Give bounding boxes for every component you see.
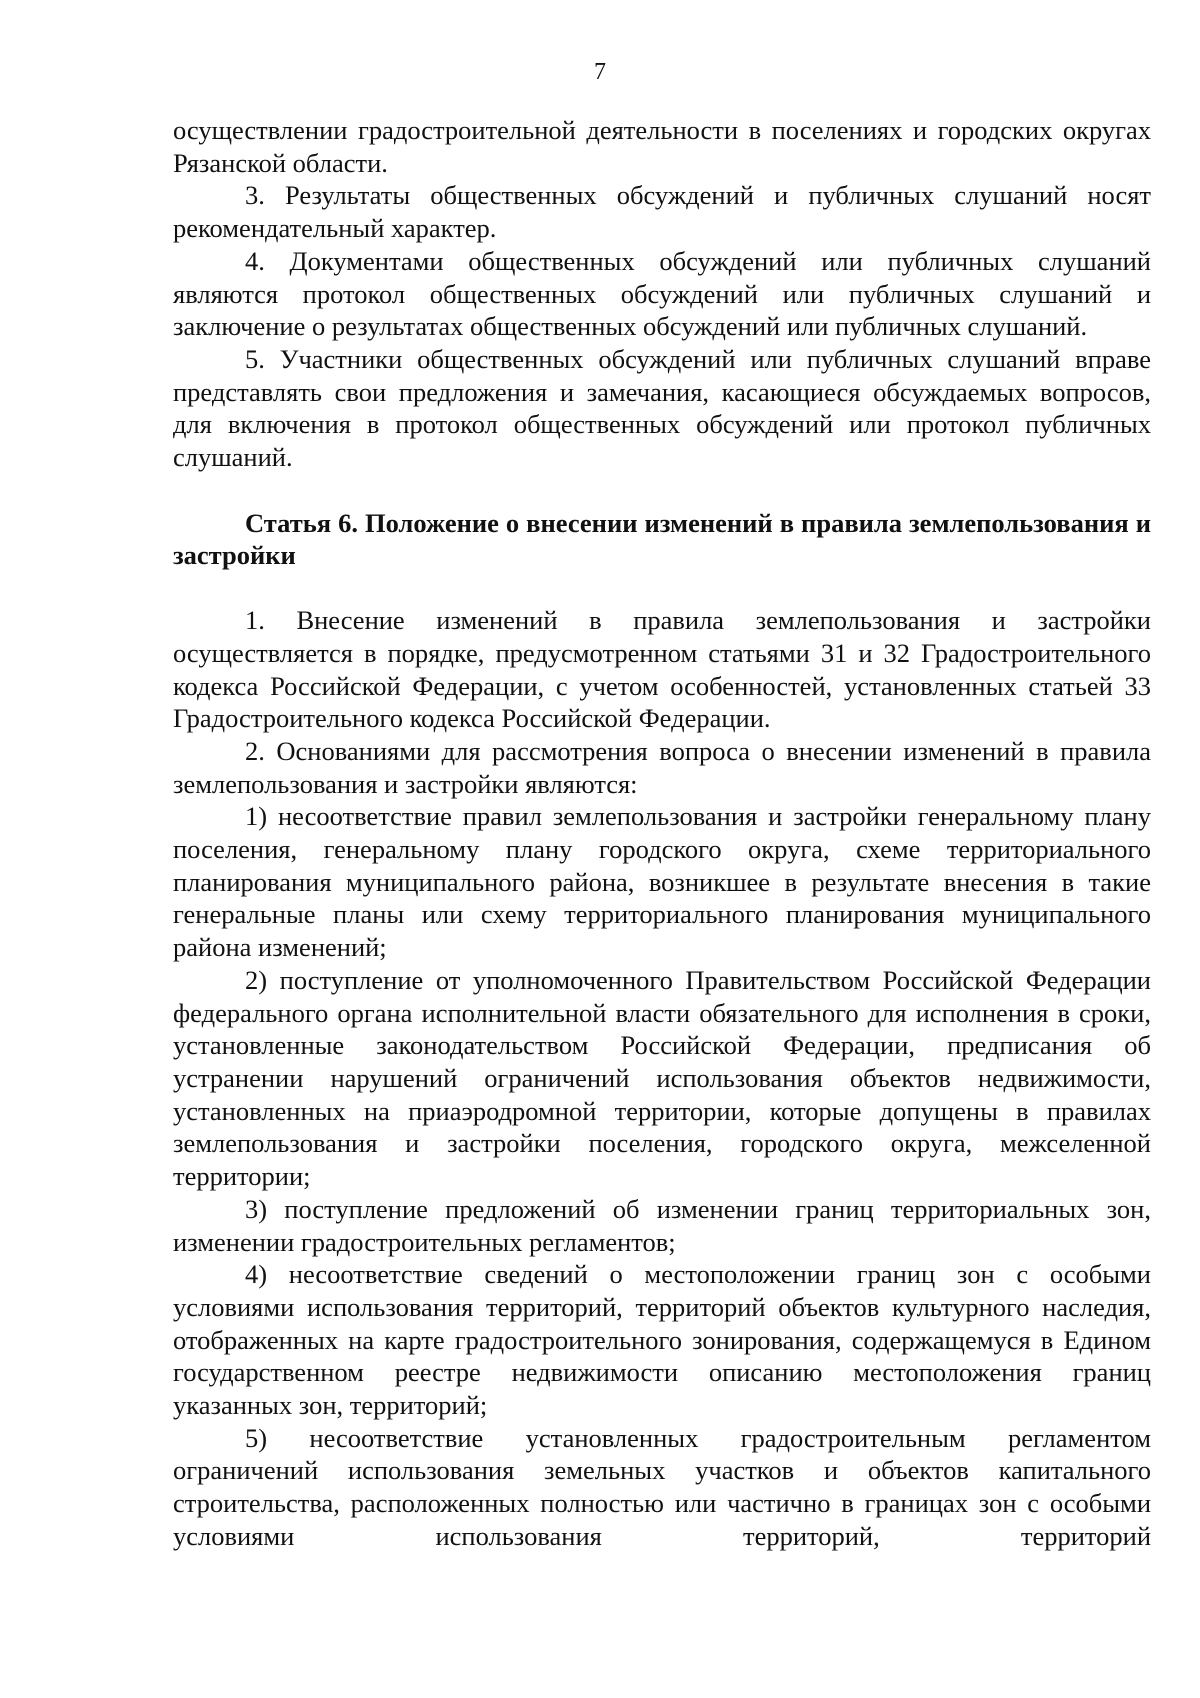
paragraph-continuation: осуществлении градостроительной деятельности в поселениях и городских округах Рязанской области. bbox=[173, 115, 1151, 178]
article-6-item-1: 1. Внесение изменений в правила землепользования и застройки осуществляется в порядке, предусмотренном статьями 31 и 32 Градостроительного кодекса Российской Федерации, с учетом особенностей, установленных статьей 33 Градостроительного кодекса Российской Федерации. bbox=[173, 605, 1151, 734]
article-6-subitem-2: 2) поступление от уполномоченного Правительством Российской Федерации федерального органа исполнительной власти обязательного для исполнения в сроки, установленные законодательством Российской Федерации, предписания об устранении нарушений ограничений использования объектов недвижимости, установленных на приаэродромной территории, которые допущены в правилах землепользования и застройки поселения, городского округа, межселенной территории; bbox=[173, 964, 1151, 1192]
article-6-subitem-5: 5) несоответствие установленных градостроительным регламентом ограничений использования земельных участков и объектов капитального строительства, расположенных полностью или частично в границах зон с особыми условиями использования территорий, территорий bbox=[173, 1422, 1151, 1551]
article-6-subitem-4: 4) несоответствие сведений о местоположении границ зон с особыми условиями использования территорий, территорий объектов культурного наследия, отображенных на карте градостроительного зонирования, содержащемуся в Едином государственном реестре недвижимости описанию местоположения границ указанных зон, территорий; bbox=[173, 1259, 1151, 1421]
paragraph-item-3: 3. Результаты общественных обсуждений и публичных слушаний носят рекомендательный характер. bbox=[173, 180, 1151, 244]
page-number: 7 bbox=[594, 59, 606, 85]
article-6-item-2: 2. Основаниями для рассмотрения вопроса о внесении изменений в правила землепользования и застройки являются: bbox=[173, 735, 1151, 799]
document-body bbox=[173, 114, 1151, 1553]
article-6-heading: Статья 6. Положение о внесении изменений в правила землепользования и застройки bbox=[173, 507, 1151, 571]
article-6-subitem-1: 1) несоответствие правил землепользования и застройки генеральному плану поселения, генеральному плану городского округа, схеме территориального планирования муниципального района, возникшее в результате внесения в такие генеральные планы или схему территориального планирования муниципального района изменений; bbox=[173, 801, 1151, 963]
article-6-subitem-3: 3) поступление предложений об изменении границ территориальных зон, изменении градостроительных регламентов; bbox=[173, 1193, 1151, 1257]
paragraph-item-4: 4. Документами общественных обсуждений или публичных слушаний являются протокол общественных обсуждений или публичных слушаний и заключение о результатах общественных обсуждений или публичных слушаний. bbox=[173, 245, 1151, 342]
paragraph-item-5: 5. Участники общественных обсуждений или публичных слушаний вправе представлять свои предложения и замечания, касающиеся обсуждаемых вопросов, для включения в протокол общественных обсуждений или протокол публичных слушаний. bbox=[173, 343, 1151, 473]
